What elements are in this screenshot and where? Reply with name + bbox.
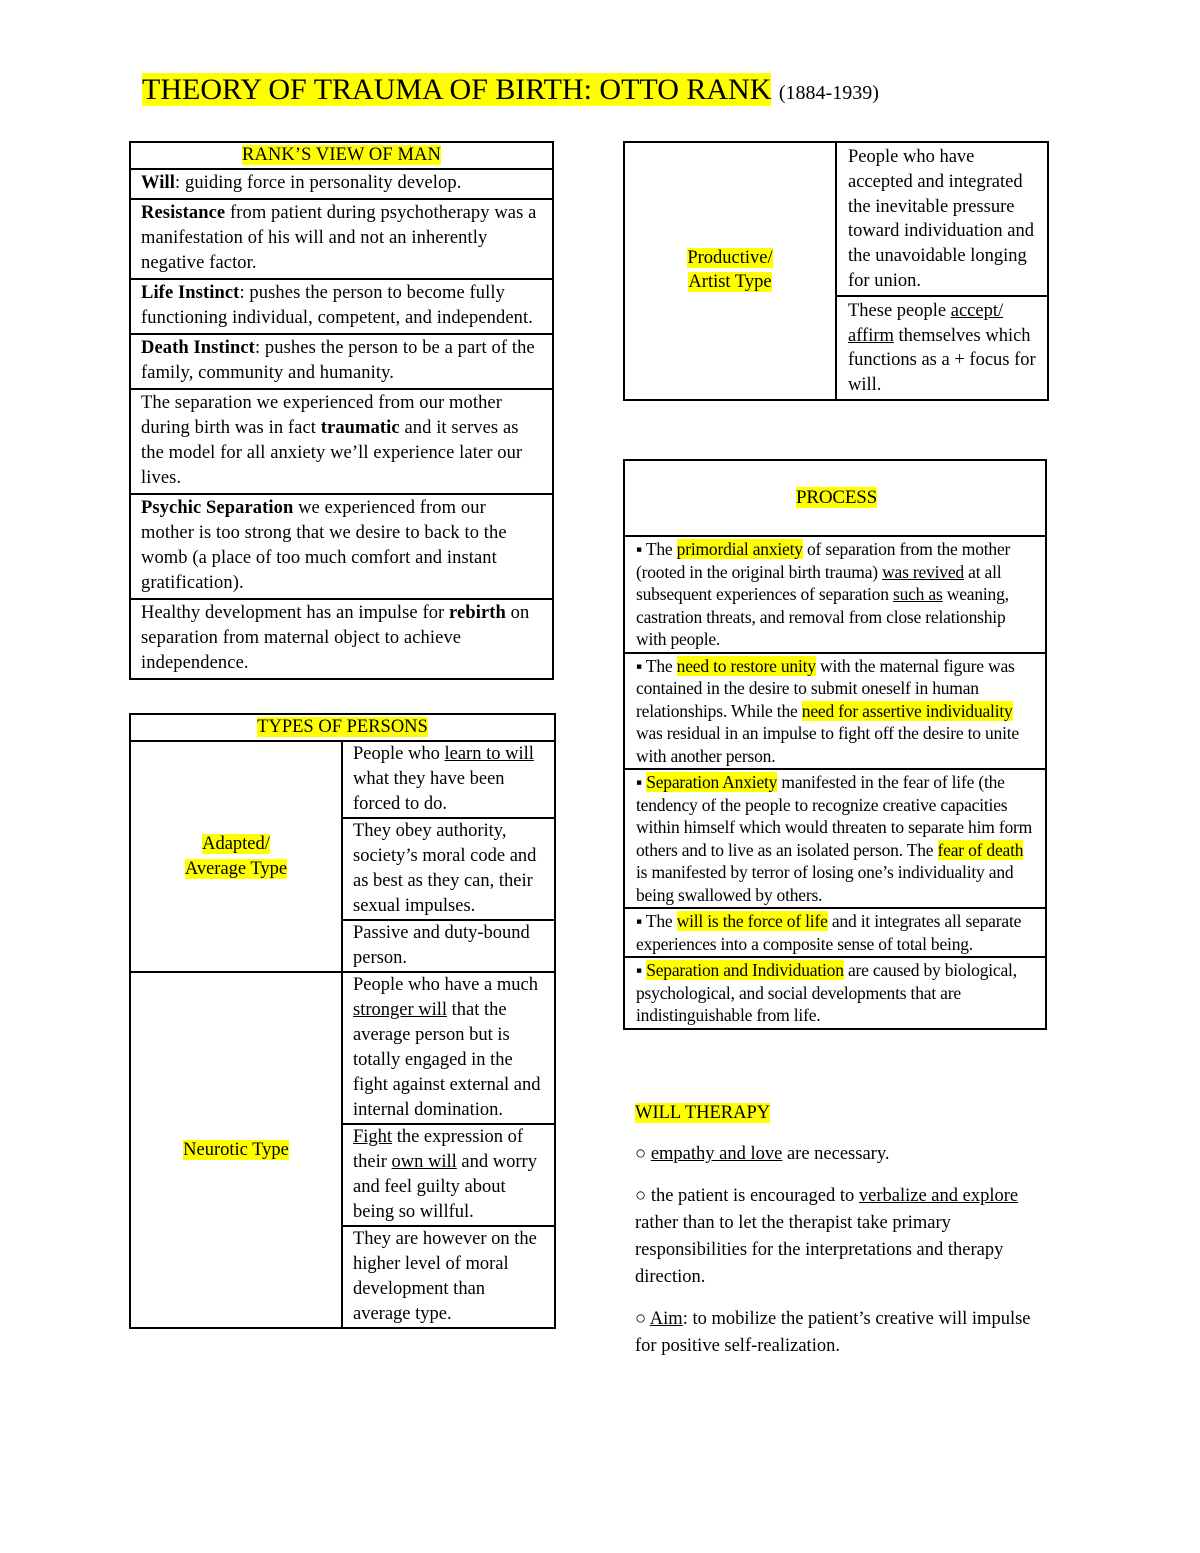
- neurotic-2u1: Fight: [353, 1127, 393, 1147]
- p1-d: weaning, castration threats, and removal from close relationship with people.: [636, 584, 1009, 649]
- types-of-persons-table: [129, 713, 556, 1329]
- productive-type-table: [623, 141, 1049, 401]
- healthy-text-b: on separation from maternal object to achieve independence.: [141, 603, 530, 673]
- process-item-1: [624, 536, 1046, 653]
- p3-hl2: fear of death: [937, 839, 1024, 860]
- p2-a: The: [642, 655, 677, 676]
- will-therapy-item-3: [635, 1306, 1045, 1360]
- view-heading: [130, 142, 553, 169]
- will-therapy-heading: [635, 1100, 1045, 1127]
- process-heading: [624, 460, 1046, 536]
- process-item-5: [624, 957, 1046, 1029]
- adapted-line1: Adapted/: [202, 833, 270, 854]
- process-item-2: [624, 653, 1046, 770]
- resistance-term: Resistance: [141, 203, 226, 223]
- types-heading-text: TYPES OF PERSONS: [257, 717, 428, 737]
- productive-line2: Artist Type: [688, 272, 772, 293]
- p2-hl2: need for assertive individuality: [801, 700, 1013, 721]
- neurotic-1u: stronger will: [353, 1000, 448, 1020]
- adapted-desc-2: They obey authority, society’s moral code and as best as they can, their sexual impulses.: [342, 818, 555, 920]
- wt-i1-u: empathy and love: [650, 1144, 783, 1164]
- will-term: Will: [141, 173, 175, 193]
- p3-hl1: Separation Anxiety: [646, 772, 778, 792]
- neurotic-2u2: own will: [391, 1152, 457, 1172]
- neurotic-1a: People who have a much: [353, 975, 538, 995]
- life-term: Life Instinct: [141, 283, 240, 303]
- circle-icon: ○: [635, 1309, 647, 1329]
- productive-2a: These people: [848, 300, 951, 321]
- death-text: : pushes the person to be a part of the family, community and humanity.: [141, 338, 535, 383]
- separation-term: traumatic: [320, 418, 400, 438]
- p1-u2: such as: [892, 584, 943, 604]
- view-healthy-cell: [130, 599, 553, 679]
- adapted-1a: People who: [353, 744, 445, 764]
- healthy-term: rebirth: [449, 603, 506, 623]
- circle-icon: ○: [635, 1186, 647, 1206]
- neurotic-desc-2: [342, 1124, 555, 1226]
- adapted-desc-1: [342, 741, 555, 818]
- productive-line1: Productive/: [687, 247, 773, 268]
- neurotic-1b: that the average person but is totally engaged in the fight against external and internal domination.: [353, 1000, 541, 1120]
- productive-desc-1: People who have accepted and integrated the inevitable pressure toward individuation and the unavoidable longing for union.: [836, 142, 1048, 296]
- adapted-line2: Average Type: [184, 858, 288, 879]
- p4-b: and it integrates all separate experiences into a composite sense of total being.: [636, 911, 1022, 954]
- process-heading-text: PROCESS: [796, 486, 877, 508]
- will-therapy-section: [635, 1100, 1045, 1375]
- separation-text-a: The separation we experienced from our mother during birth was in fact: [141, 393, 502, 438]
- p5-hl: Separation and Individuation: [646, 960, 844, 980]
- p3-b: is manifested by terror of losing one’s individuality and being swallowed by others.: [636, 862, 1014, 905]
- process-table: [623, 459, 1047, 1030]
- will-text: : guiding force in personality develop.: [175, 173, 462, 193]
- p4-hl: will is the force of life: [676, 911, 828, 931]
- title-main: THEORY OF TRAUMA OF BIRTH: OTTO RANK: [142, 73, 772, 106]
- process-item-3: [624, 769, 1046, 908]
- view-death-cell: [130, 334, 553, 389]
- p3-a: manifested in the fear of life (the tendency of the people to recognize creative capacities within himself which would threaten to separate him form others and to live as an isolated person. The: [636, 772, 1033, 860]
- adapted-desc-3: Passive and duty-bound person.: [342, 920, 555, 972]
- view-will-cell: [130, 169, 553, 199]
- separation-text-b: and it serves as the model for all anxiety we’ll experience later our lives.: [141, 418, 523, 488]
- title-years: (1884-1939): [778, 82, 879, 104]
- productive-2u: accept/ affirm: [848, 300, 1004, 346]
- p1-a: The: [642, 539, 677, 559]
- p5-a: are caused by biological, psychological, and social developments that are indistinguishable from life.: [636, 960, 1017, 1025]
- circle-icon: ○: [635, 1144, 647, 1164]
- process-item-4: [624, 908, 1046, 957]
- bullet-icon: ▪: [636, 960, 643, 980]
- wt-i1-b: are necessary.: [782, 1144, 890, 1164]
- p2-b: with the maternal figure was contained in the desire to submit oneself in human relationships. While the: [636, 655, 1015, 721]
- p2-c: was residual in an impulse to fight off the desire to unite with another person.: [636, 723, 1020, 766]
- wt-i3-b: : to mobilize the patient’s creative will impulse for positive self-realization.: [635, 1309, 1031, 1356]
- p2-hl1: need to restore unity: [676, 655, 816, 676]
- will-therapy-item-1: [635, 1141, 1045, 1168]
- neurotic-desc-1: [342, 972, 555, 1124]
- p1-b: of separation from the mother (rooted in the original birth trauma): [636, 539, 1011, 582]
- view-separation-cell: [130, 389, 553, 494]
- productive-2b: themselves which functions as a + focus for will.: [848, 325, 1036, 396]
- bullet-icon: ▪: [636, 911, 643, 931]
- adapted-type-cell: [130, 741, 342, 972]
- adapted-1u: learn to will: [444, 744, 534, 764]
- wt-i2-a: the patient is encouraged to: [646, 1186, 859, 1206]
- view-psychic-cell: [130, 494, 553, 599]
- p1-c: at all subsequent experiences of separation: [636, 561, 1002, 604]
- will-therapy-item-2: [635, 1183, 1045, 1291]
- neurotic-2b: and worry and feel guilty about being so willful.: [353, 1152, 537, 1222]
- life-text: : pushes the person to become fully functioning individual, competent, and independent.: [141, 283, 533, 328]
- healthy-text-a: Healthy development has an impulse for: [141, 603, 450, 623]
- productive-type-cell: [624, 142, 836, 400]
- psychic-term: Psychic Separation: [141, 498, 294, 518]
- bullet-icon: ▪: [636, 539, 643, 559]
- ranks-view-table: [129, 141, 554, 680]
- adapted-1b: what they have been forced to do.: [353, 769, 505, 814]
- page-title: [142, 72, 879, 111]
- wt-i2-u: verbalize and explore: [858, 1186, 1019, 1206]
- neurotic-label: Neurotic Type: [183, 1139, 289, 1160]
- neurotic-type-cell: [130, 972, 342, 1328]
- productive-desc-2: [836, 296, 1048, 400]
- p1-hl: primordial anxiety: [676, 539, 803, 559]
- death-term: Death Instinct: [141, 338, 255, 358]
- will-therapy-heading-text: WILL THERAPY: [635, 1103, 771, 1123]
- wt-i2-b: rather than to let the therapist take primary responsibilities for the interpretations and therapy direction.: [635, 1213, 1004, 1287]
- neurotic-desc-3: They are however on the higher level of moral development than average type.: [342, 1226, 555, 1328]
- view-heading-text: RANK’S VIEW OF MAN: [242, 145, 441, 165]
- bullet-icon: ▪: [636, 655, 643, 676]
- p4-a: The: [642, 911, 677, 931]
- p1-u1: was revived: [882, 561, 964, 582]
- wt-i3-u: Aim: [649, 1309, 683, 1329]
- types-heading: [130, 714, 555, 741]
- psychic-text: we experienced from our mother is too strong that we desire to back to the womb (a place of too much comfort and instant gratification).: [141, 498, 507, 593]
- view-resistance-cell: [130, 199, 553, 279]
- resistance-text: from patient during psychotherapy was a manifestation of his will and not an inherently negative factor.: [141, 203, 537, 273]
- view-life-cell: [130, 279, 553, 334]
- bullet-icon: ▪: [636, 772, 643, 792]
- neurotic-2a: the expression of their: [353, 1127, 524, 1172]
